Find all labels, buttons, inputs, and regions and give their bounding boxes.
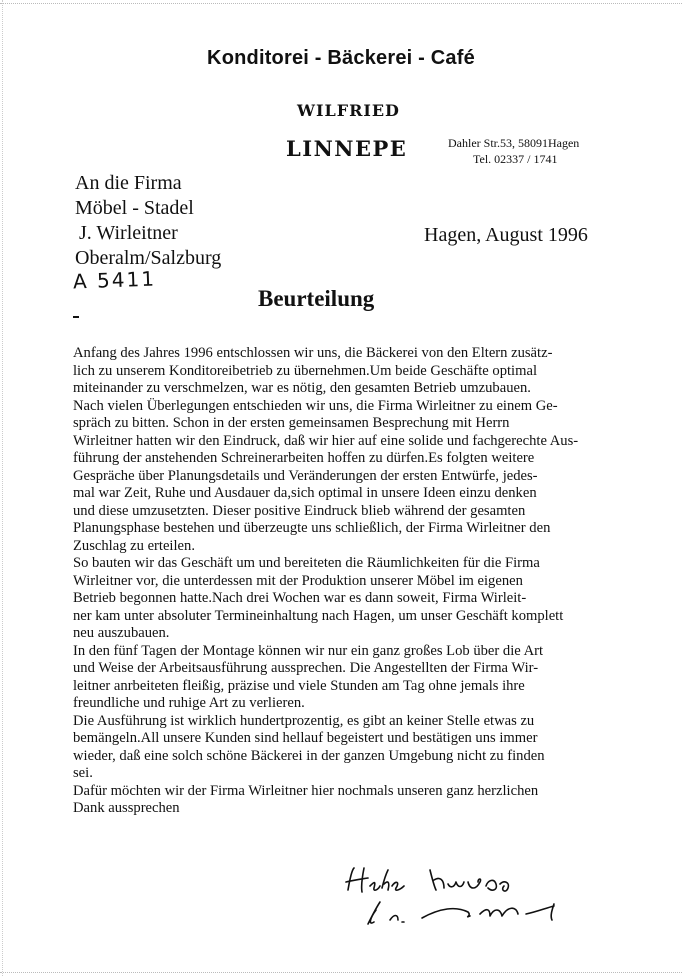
body-line: und Weise der Arbeitsausführung aussprechen. Die Angestellten der Firma Wir- — [73, 660, 539, 676]
letter-date: Hagen, August 1996 — [424, 224, 588, 246]
recipient-line: J. Wirleitner — [79, 222, 178, 244]
body-line: Wirleitner vor, die unterdessen mit der Produktion unserer Möbel im eigenen — [73, 572, 523, 589]
handwritten-reference-number: A 5411 — [72, 266, 157, 294]
recipient-line: An die Firma — [75, 172, 182, 194]
body-line: freundliche und ruhige Art zu verlieren. — [73, 695, 305, 711]
body-line: und diese umzusetzten. Dieser positive Eindruck blieb während der gesamten — [73, 502, 526, 519]
body-line: miteinander zu verschmelzen, war es nötig, den gesamten Betrieb umzubauen. — [73, 380, 531, 396]
body-line: So bauten wir das Geschäft um und bereiteten die Räumlichkeiten für die Firma — [73, 555, 540, 571]
body-line: Nach vielen Überlegungen entschieden wir uns, die Firma Wirleitner zu einem Ge- — [73, 397, 558, 414]
owner-last-name: LINNEPE — [286, 136, 408, 161]
recipient-line: Möbel - Stadel — [75, 197, 194, 219]
body-line: neu auszubauen. — [73, 625, 170, 641]
company-name: Konditorei - Bäckerei - Café — [207, 47, 475, 69]
body-line: führung der anstehenden Schreinerarbeiten hoffen zu dürfen.Es folgten weitere — [73, 450, 535, 466]
scan-edge-bottom — [0, 972, 682, 973]
body-line: bemängeln.All unsere Kunden sind hellauf begeistert und bestätigen uns immer — [73, 730, 538, 746]
body-line: lich zu unserem Konditoreibetrieb zu übernehmen.Um beide Geschäfte optimal — [73, 362, 537, 379]
phone: Tel. 02337 / 1741 — [473, 152, 558, 166]
owner-first-name: WILFRIED — [297, 101, 400, 120]
body-line: spräch zu bitten. Schon in der ersten gemeinsamen Besprechung mit Herrn — [73, 415, 510, 431]
body-line: Zuschlag zu erteilen. — [73, 537, 195, 554]
body-line: mal war Zeit, Ruhe und Ausdauer da,sich optimal in unsere Ideen einzu denken — [73, 485, 537, 501]
document-title: Beurteilung — [258, 286, 375, 311]
body-line: Dank aussprechen — [73, 800, 180, 816]
body-line: leitner anrbeiteten fleißig, präzise und viele Stunden am Tag ohne jemals ihre — [73, 677, 525, 694]
body-line: Anfang des Jahres 1996 entschlossen wir uns, die Bäckerei von den Eltern zusätz- — [73, 345, 553, 361]
body-line: sei. — [73, 765, 93, 781]
body-line: wieder, daß eine solch schöne Bäckerei in der ganzen Umgebung nicht zu finden — [73, 747, 545, 764]
body-line: Planungsphase bestehen und überzeugte uns schließlich, der Firma Wirleitner den — [73, 520, 551, 536]
scan-edge-top — [0, 3, 682, 4]
contact-block — [448, 135, 579, 167]
recipient-address — [75, 171, 221, 271]
dash-mark — [73, 316, 79, 318]
letter-body — [73, 345, 613, 818]
handwritten-signature-icon — [340, 860, 600, 940]
body-line: Betrieb begonnen hatte.Nach drei Wochen war es dann soweit, Firma Wirleit- — [73, 590, 527, 606]
body-line: ner kam unter absoluter Termineinhaltung nach Hagen, um unser Geschäft komplett — [73, 607, 564, 624]
body-line: Dafür möchten wir der Firma Wirleitner hier nochmals unseren ganz herzlichen — [73, 782, 539, 799]
address: Dahler Str.53, 58091Hagen — [448, 136, 580, 150]
body-line: Die Ausführung ist wirklich hundertprozentig, es gibt an keiner Stelle etwas zu — [73, 712, 535, 729]
body-line: Gespräche über Planungsdetails und Veränderungen der ersten Entwürfe, jedes- — [73, 467, 538, 484]
body-line: Wirleitner hatten wir den Eindruck, daß wir hier auf eine solide und fachgerechte Aus- — [73, 432, 579, 449]
scan-edge-left — [2, 0, 3, 976]
recipient-line: Oberalm/Salzburg — [75, 247, 222, 269]
body-line: In den fünf Tagen der Montage können wir nur ein ganz großes Lob über die Art — [73, 642, 544, 659]
